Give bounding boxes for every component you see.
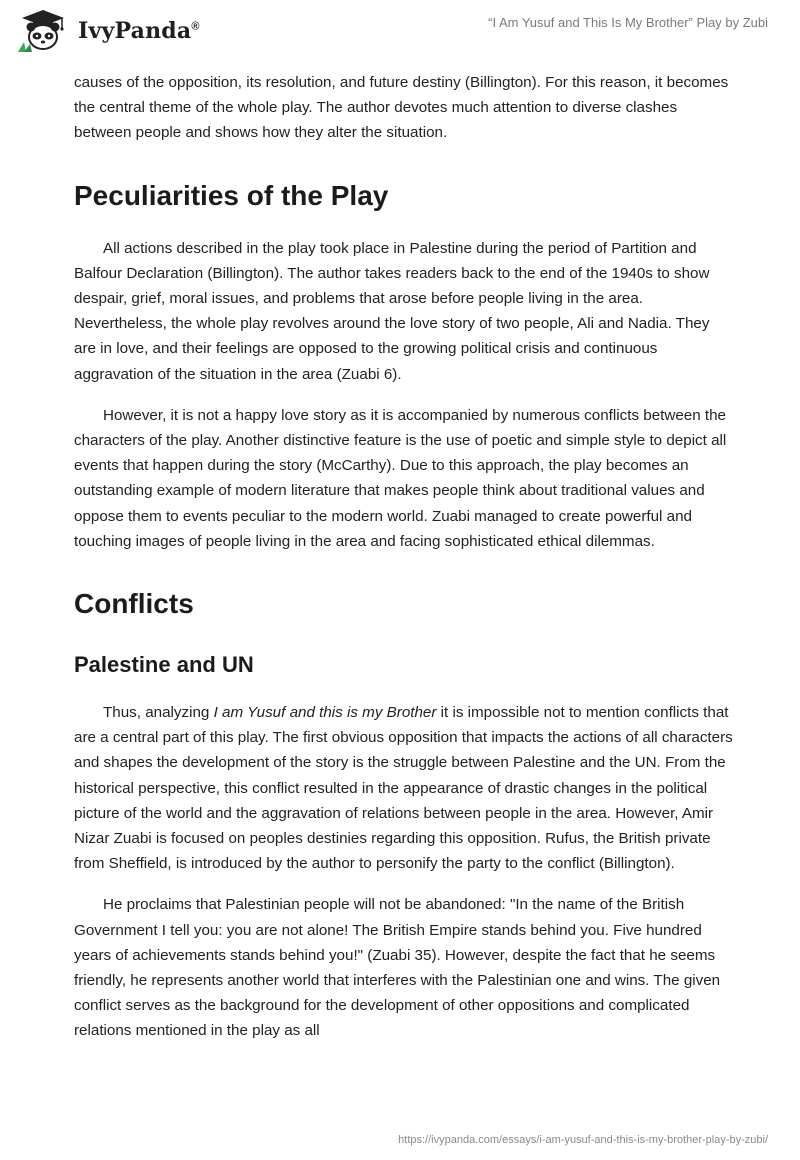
paragraph: All actions described in the play took place in Palestine during the period of Partition and Balfour Declaration (Billington). The author takes readers back to the end of the 1940s to show despair, grief, moral issues, and problems that arose before people living in the area. Nevertheless, the whole play revolves around the love story of two people, Ali and Nadia. They are in love, and their feelings are opposed to the growing political crisis and continuous aggravation of the situation in the area (Zuabi 6). xyxy=(74,239,710,383)
document-title: “I Am Yusuf and This Is My Brother” Play by Zubi xyxy=(488,15,768,30)
page-header xyxy=(0,0,800,70)
section-heading-conflicts: Conflicts xyxy=(74,588,194,620)
play-title-italic: I am Yusuf and this is my Brother xyxy=(213,704,437,722)
subsection-heading-palestine-un: Palestine and UN xyxy=(74,652,254,678)
section-heading-peculiarities: Peculiarities of the Play xyxy=(74,179,389,211)
paragraph: However, it is not a happy love story as it is accompanied by numerous conflicts between the characters of the play. Another distinctive feature is the use of poetic and simple style to depict all events that happen during the story (McCarthy). Due to this approach, the play becomes an outstanding example of modern literature that makes people think about traditional values and oppose them to events peculiar to the modern world. Zuabi managed to create powerful and touching images of people living in the area and facing sophisticated ethical dilemmas. xyxy=(74,406,727,550)
essay-content xyxy=(74,70,734,1060)
source-url[interactable]: https://ivypanda.com/essays/i-am-yusuf-and-this-is-my-brother-play-by-zubi/ xyxy=(398,1134,768,1146)
brand-logo[interactable] xyxy=(14,8,200,54)
intro-paragraph: causes of the opposition, its resolution, and future destiny (Billington). For this reason, it becomes the central theme of the whole play. The author devotes much attention to diverse clashes between people and shows how they alter the situation. xyxy=(74,74,729,142)
brand-name: IvyPanda® xyxy=(78,18,200,44)
panda-logo-icon xyxy=(14,8,72,54)
paragraph: He proclaims that Palestinian people will not be abandoned: "In the name of the British Government I tell you: you are not alone! The British Empire stands behind you. Five hundred years of achievements stands behind you!" (Zuabi 35). However, despite the fact that he seems friendly, he represents another world that interferes with the Palestinian one and wins. The given conflict serves as the background for the development of other oppositions and complicated relations mentioned in the play as all xyxy=(74,896,721,1040)
paragraph: Thus, analyzing I am Yusuf and this is my Brother it is impossible not to mention conflicts that are a central part of this play. The first obvious opposition that impacts the actions of all characters and shapes the development of the story is the struggle between Palestine and the UN. From the historical perspective, this conflict resulted in the appearance of drastic changes in the political picture of the world and the aggravation of relations between people in the area. However, Amir Nizar Zuabi is focused on peoples destinies regarding this opposition. Rufus, the British private from Sheffield, is introduced by the author to personify the party to the conflict (Billington). xyxy=(74,704,733,873)
